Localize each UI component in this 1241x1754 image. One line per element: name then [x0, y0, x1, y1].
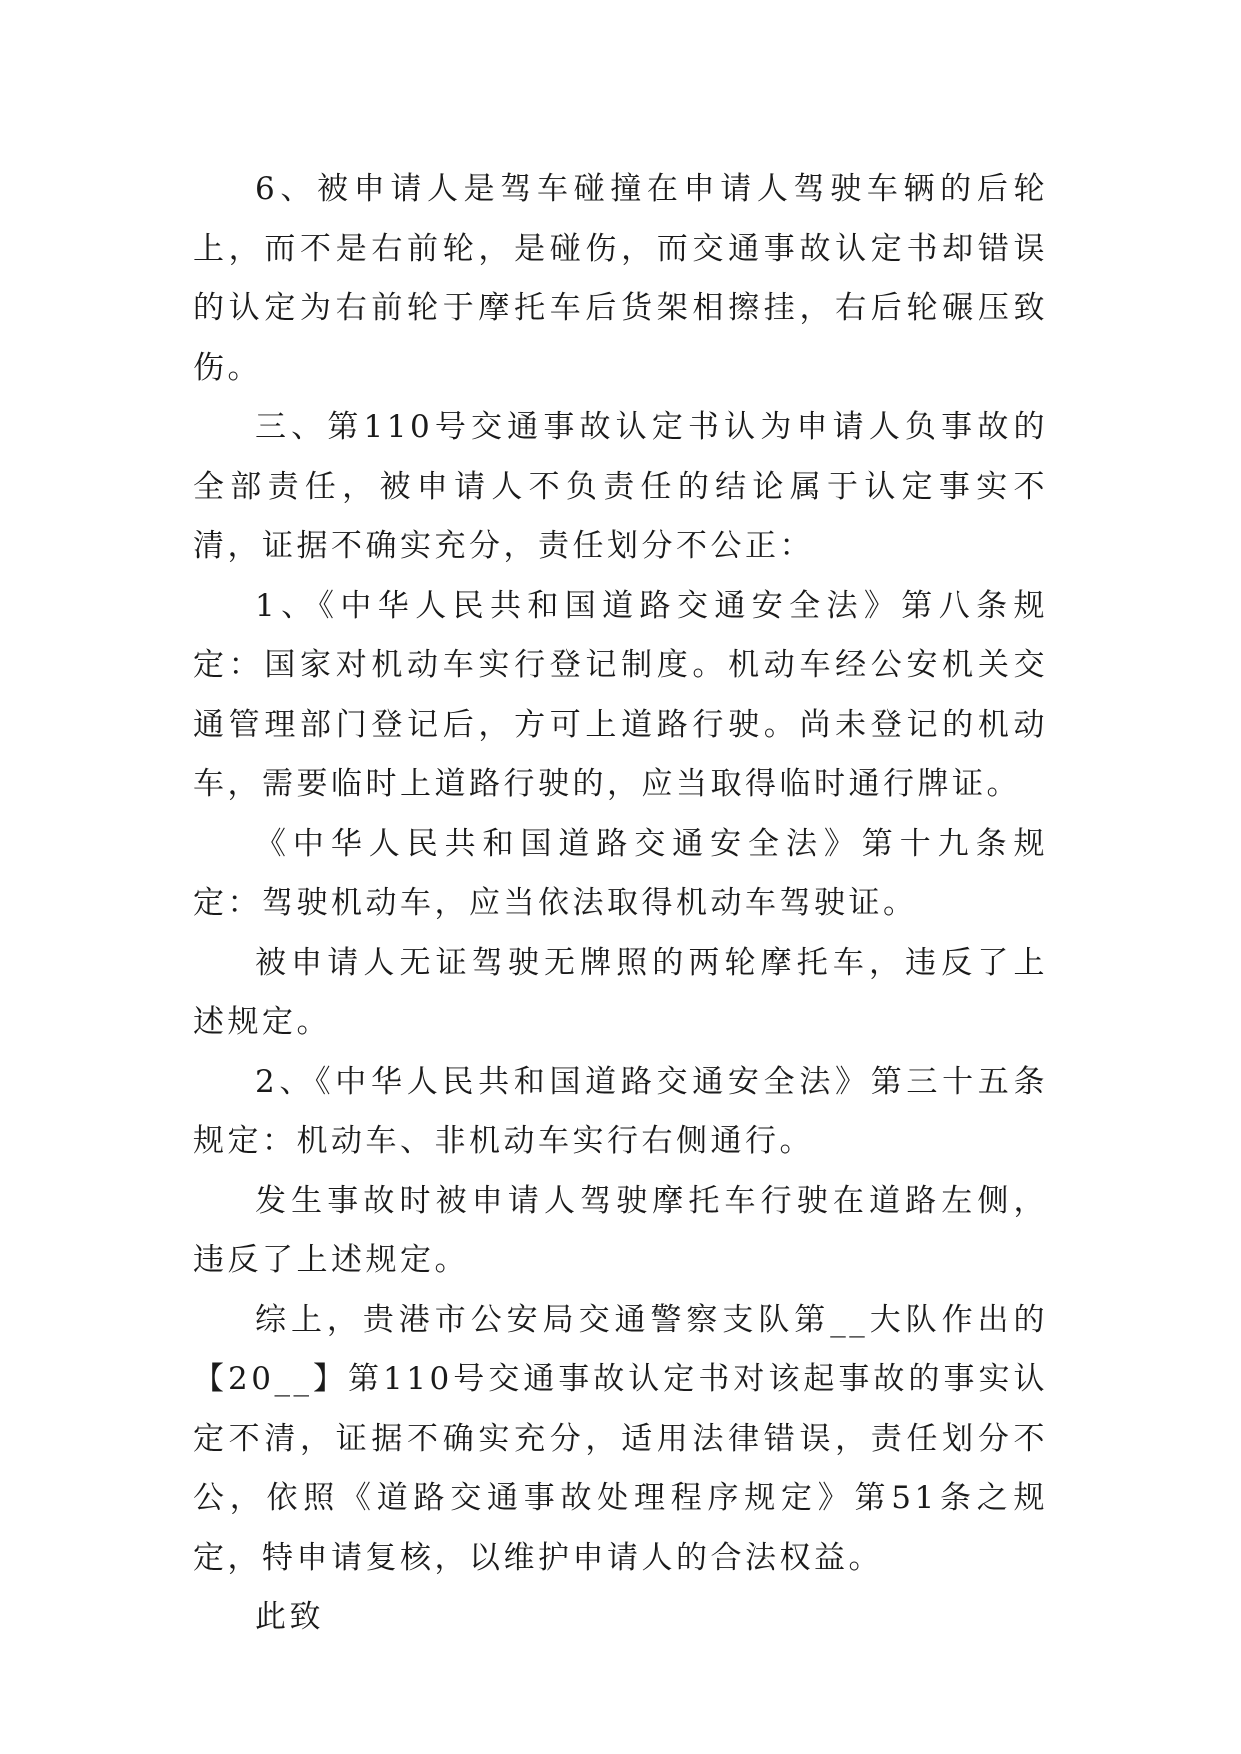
- paragraph-conclusion: 综上，贵港市公安局交通警察支队第__大队作出的【20__】第110号交通事故认定书对该起事故的事实认定不清，证据不确实充分，适用法律错误，责任划分不公，依照《道路交通事故处理程序规定》第51条之规定，特申请复核，以维护申请人的合法权益。: [193, 1301, 1048, 1576]
- paragraph-salutation: 此致: [255, 1599, 324, 1635]
- paragraph-law-article-19: 《中华人民共和国道路交通安全法》第十九条规定：驾驶机动车，应当依法取得机动车驾驶证。: [193, 825, 1048, 921]
- paragraph-law-article-8: 1、《中华人民共和国道路交通安全法》第八条规定：国家对机动车实行登记制度。机动车经公安机关交通管理部门登记后，方可上道路行驶。尚未登记的机动车，需要临时上道路行驶的，应当取得临时通行牌证。: [193, 587, 1048, 802]
- paragraph-wheel-collision: 6、被申请人是驾车碰撞在申请人驾驶车辆的后轮上，而不是右前轮，是碰伤，而交通事故认定书却错误的认定为右前轮于摩托车后货架相擦挂，右后轮碾压致伤。: [193, 171, 1048, 386]
- document-body: [193, 160, 1048, 1648]
- paragraph-law-article-35: 2、《中华人民共和国道路交通安全法》第三十五条规定：机动车、非机动车实行右侧通行。: [193, 1063, 1048, 1159]
- paragraph-section-three: 三、第110号交通事故认定书认为申请人负事故的全部责任，被申请人不负责任的结论属于认定事实不清，证据不确实充分，责任划分不公正：: [193, 409, 1048, 564]
- paragraph-violation-left-side: 发生事故时被申请人驾驶摩托车行驶在道路左侧，违反了上述规定。: [193, 1182, 1048, 1278]
- paragraph-violation-license: 被申请人无证驾驶无牌照的两轮摩托车，违反了上述规定。: [193, 944, 1048, 1040]
